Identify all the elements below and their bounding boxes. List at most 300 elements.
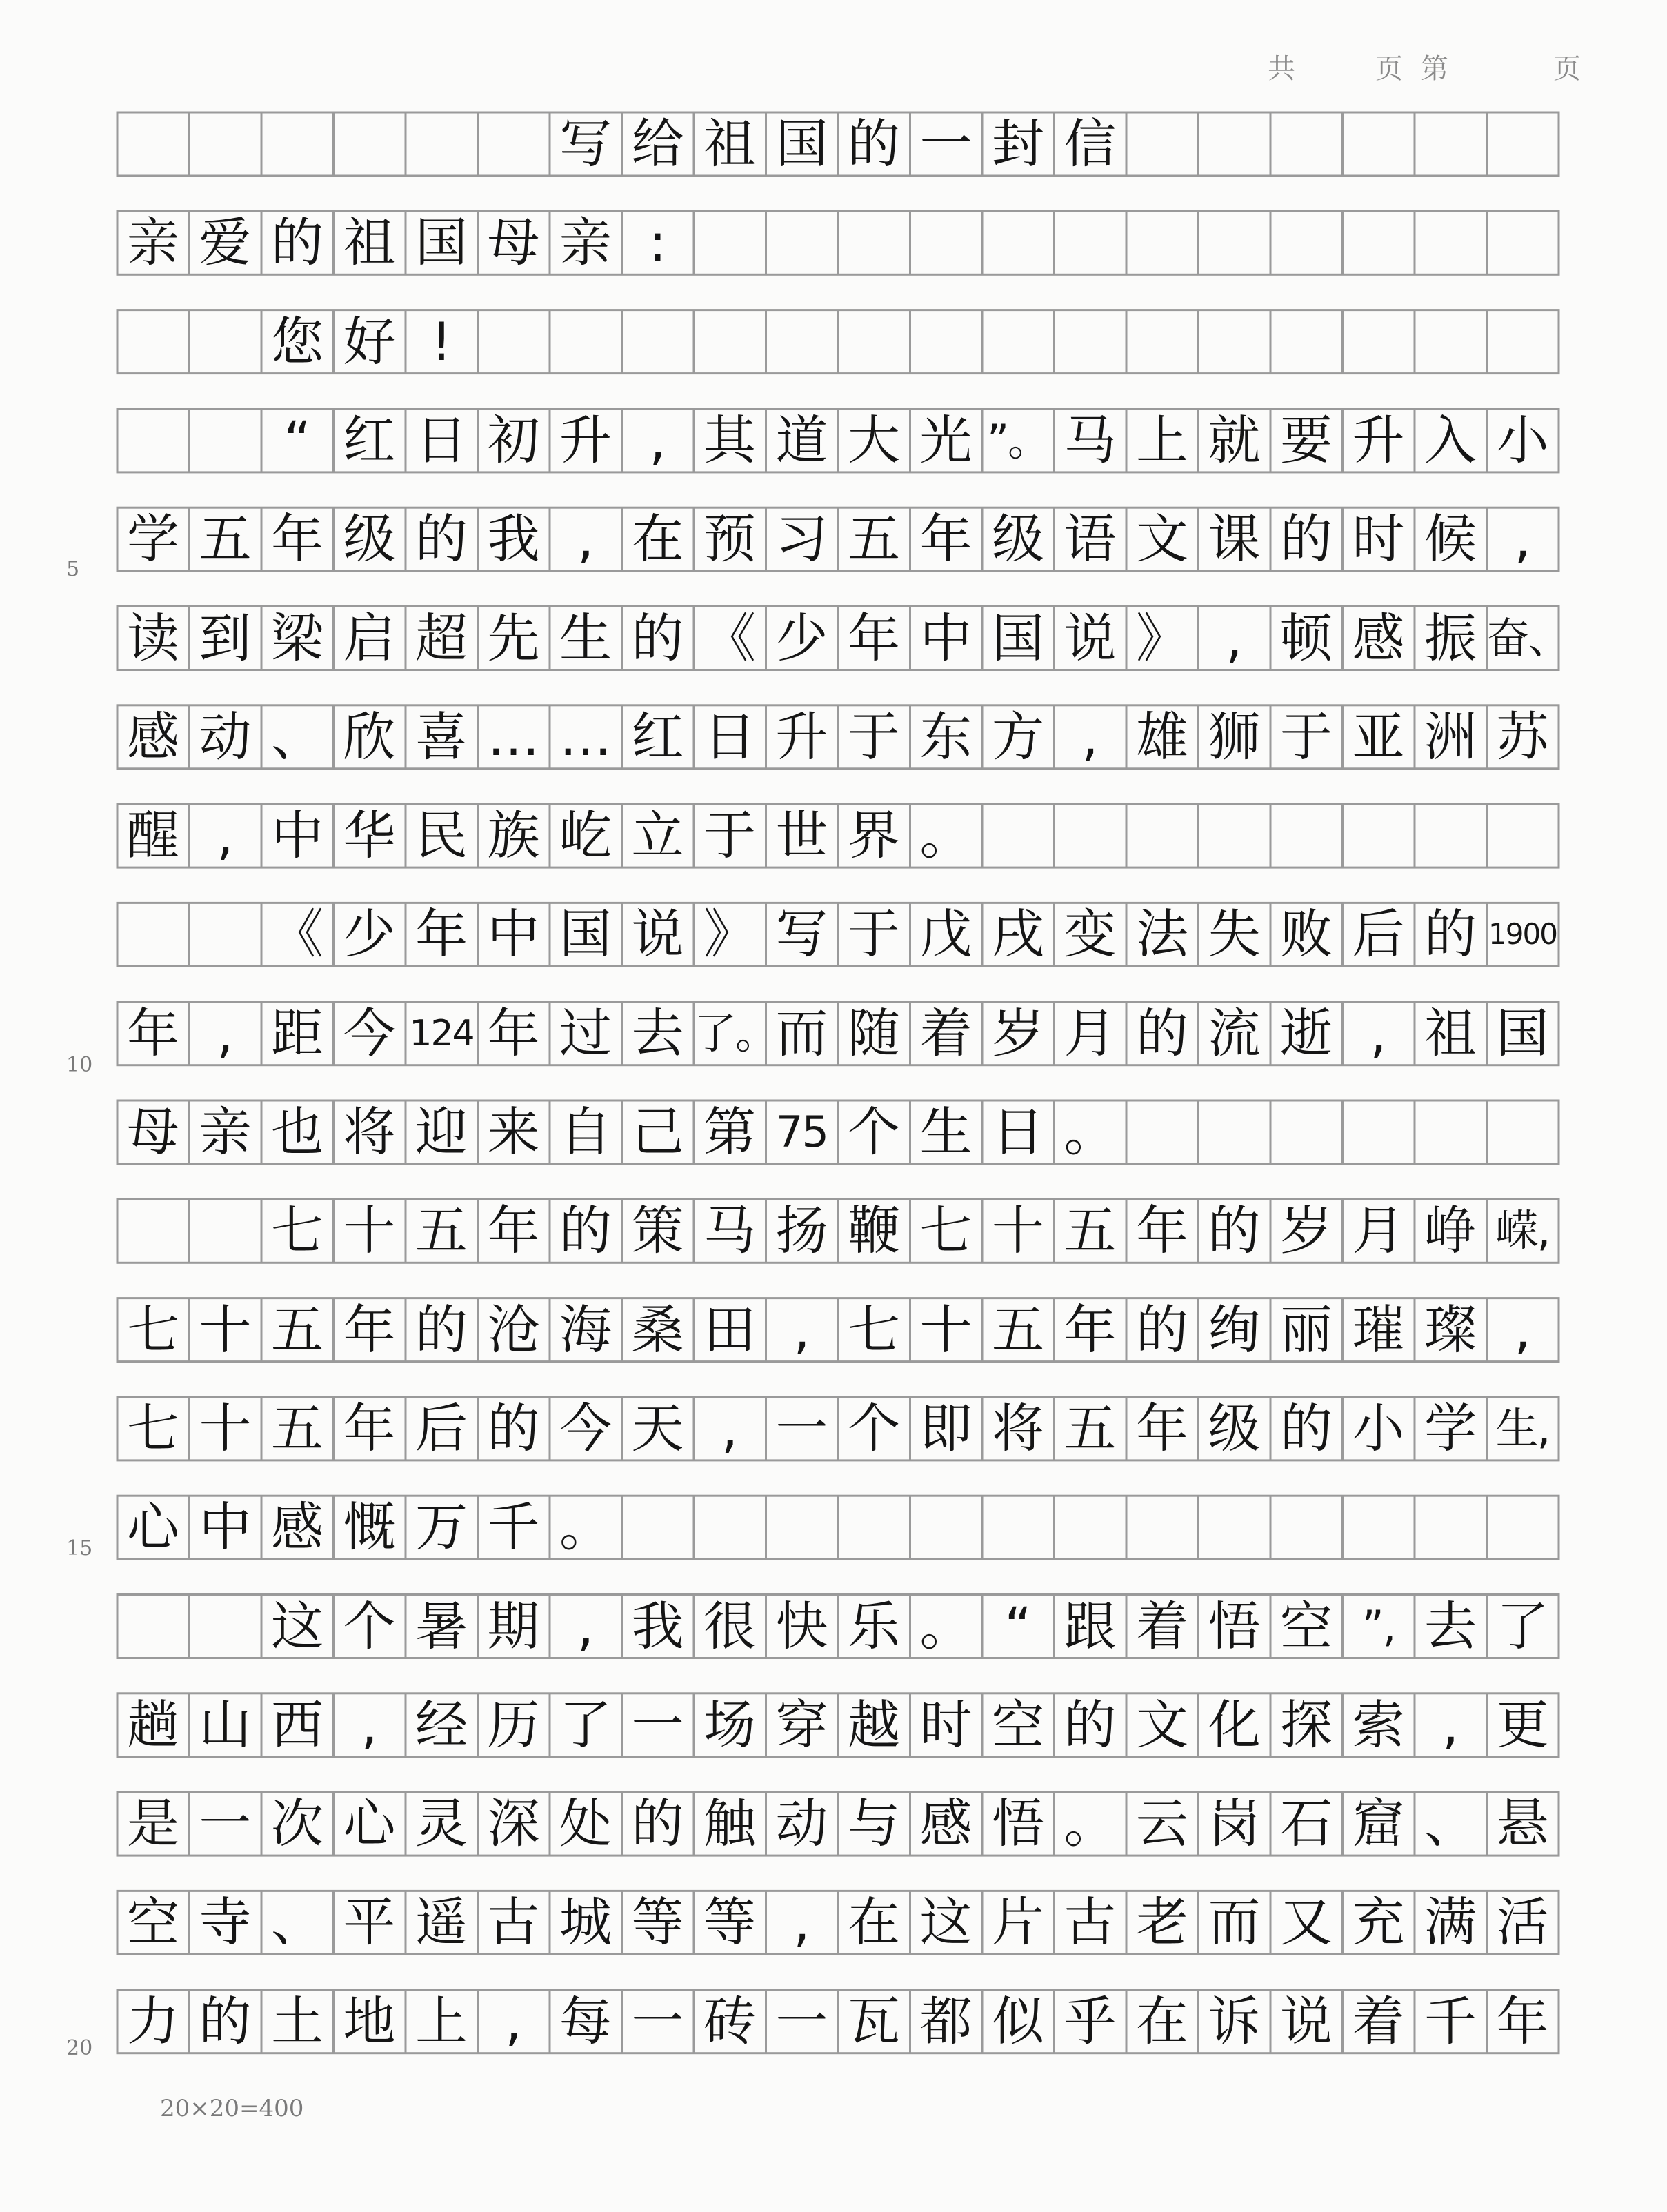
cell-char: 级: [343, 508, 396, 570]
cell-char: 年: [1136, 1200, 1188, 1262]
cell-char: 国: [415, 212, 468, 274]
cell-char: 索: [1352, 1693, 1405, 1756]
cell-char: 感: [919, 1793, 972, 1855]
cell-char: …: [487, 705, 540, 767]
cell-char: ,: [361, 1693, 378, 1756]
cell-char: 级: [1208, 1397, 1261, 1459]
cell-char: ,: [1081, 705, 1099, 767]
cell-char: 七: [919, 1200, 972, 1262]
cell-char: 似: [992, 1990, 1044, 2052]
cell-char: 嵘,: [1495, 1205, 1550, 1256]
cell-char: !: [430, 310, 452, 372]
cell-char: 着: [1136, 1595, 1188, 1657]
cell-char: 说: [631, 903, 684, 965]
cell-char: 五: [1064, 1200, 1117, 1262]
cell-char: 山: [199, 1693, 252, 1756]
cell-char: 力: [127, 1990, 179, 2052]
cell-char: 的: [631, 607, 684, 669]
cell-char: 沧: [487, 1298, 540, 1360]
cell-char: 动: [775, 1793, 828, 1855]
cell-char: 窟: [1352, 1793, 1405, 1855]
line-number-10: 10: [66, 1053, 93, 1077]
cell-char: 是: [127, 1793, 179, 1855]
cell-char: 年: [1136, 1397, 1188, 1459]
cell-char: 七: [848, 1298, 900, 1360]
cell-char: 生: [919, 1101, 972, 1163]
cell-char: 文: [1136, 508, 1188, 570]
cell-char: 桑: [631, 1298, 684, 1360]
cell-char: 万: [415, 1496, 468, 1558]
cell-char: 您: [271, 310, 323, 372]
cell-char: 七: [271, 1200, 323, 1262]
cell-char: 其: [703, 409, 756, 471]
cell-char: 与: [848, 1793, 900, 1855]
cell-char: 写: [775, 903, 828, 965]
cell-char: 扬: [775, 1200, 828, 1262]
cell-char: 的: [1208, 1200, 1261, 1262]
cell-char: 光: [919, 409, 972, 471]
cell-char: 土: [271, 1990, 323, 2052]
cell-char: 民: [415, 805, 468, 867]
cell-char: 第: [703, 1101, 756, 1163]
cell-char: ,: [1514, 508, 1531, 570]
cell-char: 预: [703, 508, 756, 570]
cell-char: 苏: [1496, 705, 1549, 767]
cell-char: 跟: [1064, 1595, 1117, 1657]
cell-char: 国: [992, 607, 1044, 669]
cell-char: 古: [1064, 1891, 1117, 1953]
cell-char: 族: [487, 805, 540, 867]
cell-char: 语: [1064, 508, 1117, 570]
cell-char: 东: [919, 705, 972, 767]
cell-char: 遥: [415, 1891, 468, 1953]
cell-char: 马: [703, 1200, 756, 1262]
cell-char: 海: [559, 1298, 612, 1360]
cell-char: 触: [703, 1793, 756, 1855]
cell-char: 到: [199, 607, 252, 669]
cell-char: 梁: [271, 607, 323, 669]
cell-char: 年: [1496, 1990, 1549, 2052]
cell-char: 75: [776, 1107, 828, 1157]
cell-char: 小: [1352, 1397, 1405, 1459]
cell-char: 日: [992, 1101, 1044, 1163]
cell-char: 顿: [1280, 607, 1332, 669]
cell-char: 我: [487, 508, 540, 570]
cell-char: 寺: [199, 1891, 252, 1953]
cell-char: 、: [271, 705, 323, 767]
cell-char: 心: [127, 1496, 179, 1558]
cell-char: 国: [1496, 1002, 1549, 1064]
cell-char: 的: [487, 1397, 540, 1459]
cell-char: 世: [775, 805, 828, 867]
cell-char: 狮: [1208, 705, 1261, 767]
cell-char: 于: [703, 805, 756, 867]
cell-char: 年: [487, 1200, 540, 1262]
cell-char: 一: [631, 1990, 684, 2052]
cell-char: 就: [1208, 409, 1261, 471]
cell-char: 。: [1064, 1793, 1117, 1855]
cell-char: 败: [1280, 903, 1332, 965]
cell-char: 年: [343, 1298, 396, 1360]
cell-char: ,: [1514, 1298, 1531, 1360]
cell-char: 心: [343, 1793, 396, 1855]
cell-char: 写: [559, 113, 612, 174]
cell-char: 国: [775, 113, 828, 174]
cell-char: 悬: [1496, 1793, 1549, 1855]
cell-char: 十: [343, 1200, 396, 1262]
cell-char: 习: [775, 508, 828, 570]
cell-char: 岁: [1280, 1200, 1332, 1262]
cell-char: 亲: [127, 212, 179, 274]
cell-char: 》: [703, 903, 756, 965]
cell-char: 策: [631, 1200, 684, 1262]
cell-char: 《: [271, 903, 323, 965]
cell-char: 祖: [1424, 1002, 1477, 1064]
cell-char: 月: [1352, 1200, 1405, 1262]
cell-char: 都: [919, 1990, 972, 2052]
line-number-20: 20: [66, 2036, 93, 2060]
cell-char: 的: [559, 1200, 612, 1262]
cell-char: 千: [1424, 1990, 1477, 2052]
cell-char: 亲: [559, 212, 612, 274]
cell-char: “: [1004, 1595, 1032, 1657]
cell-char: 上: [1136, 409, 1188, 471]
cell-char: 上: [415, 1990, 468, 2052]
cell-char: ,: [793, 1298, 810, 1360]
cell-char: 也: [271, 1101, 323, 1163]
cell-char: 少: [775, 607, 828, 669]
grid-size-note: 20×20=400: [160, 2095, 304, 2122]
cell-char: 日: [415, 409, 468, 471]
cell-char: 年: [1064, 1298, 1117, 1360]
cell-char: 乎: [1064, 1990, 1117, 2052]
cell-char: 1900: [1488, 917, 1557, 952]
cell-char: 于: [848, 903, 900, 965]
cell-char: 悟: [992, 1793, 1044, 1855]
cell-char: 说: [1064, 607, 1117, 669]
cell-char: ,: [793, 1891, 810, 1953]
cell-char: 慨: [343, 1496, 396, 1558]
cell-char: 信: [1064, 113, 1117, 174]
cell-char: 欣: [343, 705, 396, 767]
cell-char: 母: [487, 212, 540, 274]
cell-char: 悟: [1208, 1595, 1261, 1657]
cell-char: 乐: [848, 1595, 900, 1657]
cell-char: 将: [343, 1101, 396, 1163]
cell-char: 今: [559, 1397, 612, 1459]
cell-char: 先: [487, 607, 540, 669]
cell-char: 124: [409, 1012, 474, 1054]
cell-char: 迎: [415, 1101, 468, 1163]
cell-char: 亲: [199, 1101, 252, 1163]
cell-char: 来: [487, 1101, 540, 1163]
cell-char: 于: [1280, 705, 1332, 767]
cell-char: 璨: [1424, 1298, 1477, 1360]
cell-char: 随: [848, 1002, 900, 1064]
cell-char: 生,: [1495, 1402, 1550, 1454]
cell-char: 法: [1136, 903, 1188, 965]
cell-char: 振: [1424, 607, 1477, 669]
header-gong: 共: [1268, 53, 1295, 85]
cell-char: 入: [1424, 409, 1477, 471]
cell-char: 。: [1064, 1101, 1117, 1163]
cell-char: 超: [415, 607, 468, 669]
cell-char: 五: [992, 1298, 1044, 1360]
cell-char: 空: [992, 1693, 1044, 1756]
cell-char: 云: [1136, 1793, 1188, 1855]
cell-char: 祖: [343, 212, 396, 274]
cell-char: 我: [631, 1595, 684, 1657]
cell-char: 峥: [1424, 1200, 1477, 1262]
cell-char: 五: [199, 508, 252, 570]
cell-char: 十: [919, 1298, 972, 1360]
cell-char: 了。: [694, 1007, 777, 1058]
cell-char: 年: [127, 1002, 179, 1064]
cell-char: 而: [775, 1002, 828, 1064]
cell-char: 次: [271, 1793, 323, 1855]
header-ye-di: 页第: [1375, 53, 1466, 85]
cell-char: 去: [631, 1002, 684, 1064]
cell-char: 中: [487, 903, 540, 965]
cell-char: 五: [271, 1397, 323, 1459]
cell-char: 课: [1208, 508, 1261, 570]
cell-char: 级: [992, 508, 1044, 570]
cell-char: 活: [1496, 1891, 1549, 1953]
cell-char: 学: [127, 508, 179, 570]
cell-char: ,: [217, 1002, 234, 1064]
cell-char: 失: [1208, 903, 1261, 965]
cell-char: 的: [1424, 903, 1477, 965]
cell-char: 日: [703, 705, 756, 767]
cell-char: ,: [1226, 607, 1243, 669]
cell-char: 启: [343, 607, 396, 669]
cell-char: 、: [271, 1891, 323, 1953]
line-number-15: 15: [66, 1536, 93, 1560]
cell-char: 说: [1280, 1990, 1332, 2052]
cell-char: 要: [1280, 409, 1332, 471]
cell-char: 十: [199, 1298, 252, 1360]
cell-char: 在: [631, 508, 684, 570]
cell-char: 空: [1280, 1595, 1332, 1657]
cell-char: 探: [1280, 1693, 1332, 1756]
cell-char: 个: [848, 1101, 900, 1163]
cell-char: 变: [1064, 903, 1117, 965]
cell-char: 个: [343, 1595, 396, 1657]
cell-char: 了: [559, 1693, 612, 1756]
cell-char: 西: [271, 1693, 323, 1756]
cell-char: 文: [1136, 1693, 1188, 1756]
cell-char: 的: [1064, 1693, 1117, 1756]
cell-char: 道: [775, 409, 828, 471]
cell-char: 田: [703, 1298, 756, 1360]
cell-char: 而: [1208, 1891, 1261, 1953]
cell-char: 深: [487, 1793, 540, 1855]
cell-char: 五: [848, 508, 900, 570]
cell-char: 界: [848, 805, 900, 867]
cell-char: 岁: [992, 1002, 1044, 1064]
cell-char: 等: [703, 1891, 756, 1953]
cell-char: 了: [1496, 1595, 1549, 1657]
cell-char: 充: [1352, 1891, 1405, 1953]
cell-char: 逝: [1280, 1002, 1332, 1064]
cell-char: 封: [992, 113, 1044, 174]
cell-char: 越: [848, 1693, 900, 1756]
cell-char: 五: [1064, 1397, 1117, 1459]
cell-char: 雄: [1136, 705, 1188, 767]
cell-char: 于: [848, 705, 900, 767]
cell-char: ,: [649, 409, 666, 471]
cell-char: 少: [343, 903, 396, 965]
cell-char: 红: [343, 409, 396, 471]
cell-char: 经: [415, 1693, 468, 1756]
cell-char: :: [648, 212, 667, 274]
cell-char: 学: [1424, 1397, 1477, 1459]
cell-char: 片: [992, 1891, 1044, 1953]
cell-char: 读: [127, 607, 179, 669]
cell-char: 地: [343, 1990, 396, 2052]
cell-char: 《: [703, 607, 756, 669]
cell-char: 红: [631, 705, 684, 767]
cell-char: 即: [919, 1397, 972, 1459]
cell-char: ,: [505, 1990, 522, 2052]
cell-char: 戊: [919, 903, 972, 965]
cell-char: 七: [127, 1298, 179, 1360]
cell-char: 七: [127, 1397, 179, 1459]
cell-char: 年: [415, 903, 468, 965]
cell-char: 自: [559, 1101, 612, 1163]
cell-char: 天: [631, 1397, 684, 1459]
cell-char: 砖: [703, 1990, 756, 2052]
cell-char: 着: [1352, 1990, 1405, 2052]
cell-char: 暑: [415, 1595, 468, 1657]
cell-char: 屹: [559, 805, 612, 867]
cell-char: 今: [343, 1002, 396, 1064]
cell-char: 期: [487, 1595, 540, 1657]
cell-char: 戌: [992, 903, 1044, 965]
cell-char: 诉: [1208, 1990, 1261, 2052]
cell-char: 后: [415, 1397, 468, 1459]
cell-char: 等: [631, 1891, 684, 1953]
cell-char: 时: [919, 1693, 972, 1756]
cell-char: 又: [1280, 1891, 1332, 1953]
cell-char: 给: [631, 113, 684, 174]
cell-char: 感: [127, 705, 179, 767]
cell-char: 将: [992, 1397, 1044, 1459]
cell-char: 化: [1208, 1693, 1261, 1756]
cell-char: 趟: [127, 1693, 179, 1756]
cell-char: 升: [775, 705, 828, 767]
cell-char: 。: [919, 805, 972, 867]
cell-char: 中: [919, 607, 972, 669]
cell-char: 候: [1424, 508, 1477, 570]
cell-char: 个: [848, 1397, 900, 1459]
cell-char: 璀: [1352, 1298, 1405, 1360]
cell-char: 的: [1280, 1397, 1332, 1459]
cell-char: 满: [1424, 1891, 1477, 1953]
cell-char: 穿: [775, 1693, 828, 1756]
cell-char: 的: [1280, 508, 1332, 570]
cell-char: 千: [487, 1496, 540, 1558]
cell-char: 母: [127, 1101, 179, 1163]
cell-char: 喜: [415, 705, 468, 767]
cell-char: 丽: [1280, 1298, 1332, 1360]
cell-char: 初: [487, 409, 540, 471]
cell-char: 的: [415, 508, 468, 570]
cell-char: 》: [1136, 607, 1188, 669]
cell-char: 升: [1352, 409, 1405, 471]
cell-char: 的: [199, 1990, 252, 2052]
cell-char: 好: [343, 310, 396, 372]
cell-char: 华: [343, 805, 396, 867]
cell-char: ,: [1370, 1002, 1387, 1064]
cell-char: 祖: [703, 113, 756, 174]
cell-char: ,: [577, 508, 595, 570]
cell-char: “: [283, 409, 311, 471]
cell-char: 灵: [415, 1793, 468, 1855]
cell-char: 过: [559, 1002, 612, 1064]
cell-char: 一: [775, 1397, 828, 1459]
cell-char: 古: [487, 1891, 540, 1953]
cell-char: 、: [1424, 1793, 1477, 1855]
cell-char: 中: [271, 805, 323, 867]
cell-char: 马: [1064, 409, 1117, 471]
cell-char: 更: [1496, 1693, 1549, 1756]
cell-char: 年: [487, 1002, 540, 1064]
cell-char: 中: [199, 1496, 252, 1558]
cell-char: 的: [848, 113, 900, 174]
cell-char: 一: [631, 1693, 684, 1756]
cell-char: 方: [992, 705, 1044, 767]
header-ye: 页: [1553, 53, 1581, 85]
cell-char: 爱: [199, 212, 252, 274]
cell-char: 十: [199, 1397, 252, 1459]
cell-char: 快: [775, 1595, 828, 1657]
cell-char: 感: [1352, 607, 1405, 669]
cell-char: 距: [271, 1002, 323, 1064]
cell-char: 石: [1280, 1793, 1332, 1855]
cell-char: 绚: [1208, 1298, 1261, 1360]
cell-char: 。: [919, 1595, 972, 1657]
cell-char: 着: [919, 1002, 972, 1064]
cell-char: 动: [199, 705, 252, 767]
cell-char: 历: [487, 1693, 540, 1756]
cell-char: 洲: [1424, 705, 1477, 767]
cell-char: 年: [848, 607, 900, 669]
cell-char: 一: [919, 113, 972, 174]
cell-char: 场: [703, 1693, 756, 1756]
cell-char: 的: [1136, 1298, 1188, 1360]
cell-char: 城: [559, 1891, 612, 1953]
cell-char: 在: [848, 1891, 900, 1953]
cell-char: 的: [1136, 1002, 1188, 1064]
line-number-5: 5: [66, 557, 80, 581]
cell-char: 后: [1352, 903, 1405, 965]
cell-char: 平: [343, 1891, 396, 1953]
cell-char: 五: [415, 1200, 468, 1262]
cell-char: 生: [559, 607, 612, 669]
cell-char: 小: [1496, 409, 1549, 471]
cell-char: 。: [559, 1496, 612, 1558]
cell-char: ”。: [986, 414, 1050, 465]
cell-char: ,: [1441, 1693, 1459, 1756]
cell-char: 感: [271, 1496, 323, 1558]
cell-char: 在: [1136, 1990, 1188, 2052]
cell-char: 一: [775, 1990, 828, 2052]
cell-char: 奋、: [1486, 612, 1570, 663]
cell-char: ,: [577, 1595, 595, 1657]
cell-char: ,: [217, 805, 234, 867]
cell-char: 年: [271, 508, 323, 570]
